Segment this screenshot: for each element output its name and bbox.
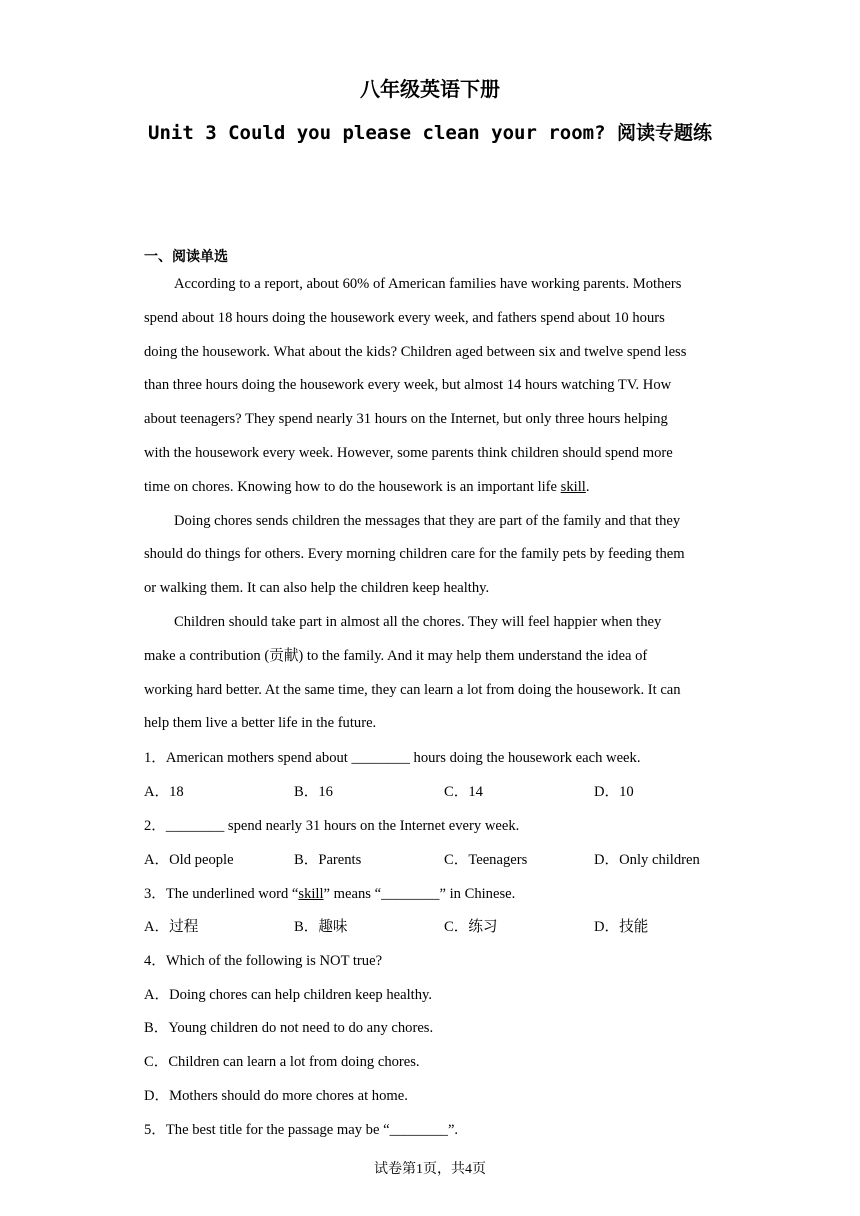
page-subtitle: Unit 3 Could you please clean your room? 阅读专题练 — [148, 122, 712, 144]
option-b[interactable]: B．趣味 — [294, 919, 348, 935]
passage-paragraph-1 — [144, 268, 716, 505]
passage-line: Children should take part in almost all the chores. They will feel happier when they — [174, 613, 662, 630]
option-d[interactable]: D．Only children — [594, 852, 700, 868]
passage-line: or walking them. It can also help the children keep healthy. — [144, 580, 490, 597]
passage-line: According to a report, about 60% of American families have working parents. Mothers — [174, 276, 682, 292]
question-1-options — [144, 780, 744, 804]
passage-line: spend about 18 hours doing the housework every week, and fathers spend about 10 hours — [144, 309, 665, 326]
question-2-options — [144, 848, 744, 872]
question-4-stem: 4．Which of the following is NOT true? — [144, 953, 383, 969]
page-footer: 试卷第1页，共4页 — [374, 1162, 486, 1177]
option-b[interactable]: B．Parents — [294, 852, 362, 868]
option-a[interactable]: A．Doing chores can help children keep healthy. — [144, 987, 432, 1003]
passage-line: than three hours doing the housework every week, but almost 14 hours watching TV. How — [144, 377, 672, 394]
passage-text: . — [585, 478, 590, 495]
passage-line: should do things for others. Every morning children care for the family pets by feeding them — [144, 546, 685, 563]
option-a[interactable]: A．18 — [144, 784, 184, 800]
passage-line — [144, 471, 716, 505]
question-1-stem: 1．American mothers spend about ________ hours doing the housework each week. — [144, 750, 641, 766]
option-c[interactable]: C．练习 — [444, 919, 498, 935]
passage-line: working hard better. At the same time, they can learn a lot from doing the housework. It can — [144, 681, 681, 698]
underlined-word: skill — [298, 886, 324, 902]
option-c[interactable]: C．14 — [444, 784, 483, 800]
option-a[interactable]: A．过程 — [144, 919, 199, 935]
passage-text: time on chores. Knowing how to do the housework is an important life — [144, 478, 561, 495]
passage-line: Doing chores sends children the messages that they are part of the family and that they — [174, 512, 681, 529]
option-d[interactable]: D．技能 — [594, 919, 649, 935]
option-c[interactable]: C．Children can learn a lot from doing chores. — [144, 1054, 420, 1070]
question-5-stem: 5．The best title for the passage may be “________”. — [144, 1122, 459, 1138]
passage-paragraph-3 — [144, 606, 716, 741]
passage-line: doing the housework. What about the kids? Children aged between six and twelve spend less — [144, 343, 687, 360]
question-3-options — [144, 915, 744, 939]
option-d[interactable]: D．Mothers should do more chores at home. — [144, 1088, 408, 1104]
underlined-word: skill — [560, 478, 586, 495]
question-3-stem — [144, 882, 724, 906]
passage-line: make a contribution (贡献) to the family. And it may help them understand the idea of — [144, 647, 648, 664]
passage-line: about teenagers? They spend nearly 31 hours on the Internet, but only three hours helping — [144, 411, 668, 428]
passage-line: with the housework every week. However, some parents think children should spend more — [144, 444, 673, 461]
option-c[interactable]: C．Teenagers — [444, 852, 528, 868]
option-d[interactable]: D．10 — [594, 784, 634, 800]
page-title: 八年级英语下册 — [360, 77, 500, 101]
option-a[interactable]: A．Old people — [144, 852, 234, 868]
question-2-stem: 2．________ spend nearly 31 hours on the Internet every week. — [144, 818, 520, 834]
passage-paragraph-2 — [144, 505, 716, 606]
option-b[interactable]: B．16 — [294, 784, 333, 800]
question-text: 3．The underlined word “ — [144, 886, 299, 902]
section-heading: 一、阅读单选 — [144, 249, 228, 265]
passage-line: help them live a better life in the future. — [144, 715, 377, 732]
question-text: ” means “________” in Chinese. — [323, 886, 516, 902]
reading-passage — [144, 268, 716, 741]
option-b[interactable]: B．Young children do not need to do any chores. — [144, 1020, 434, 1036]
